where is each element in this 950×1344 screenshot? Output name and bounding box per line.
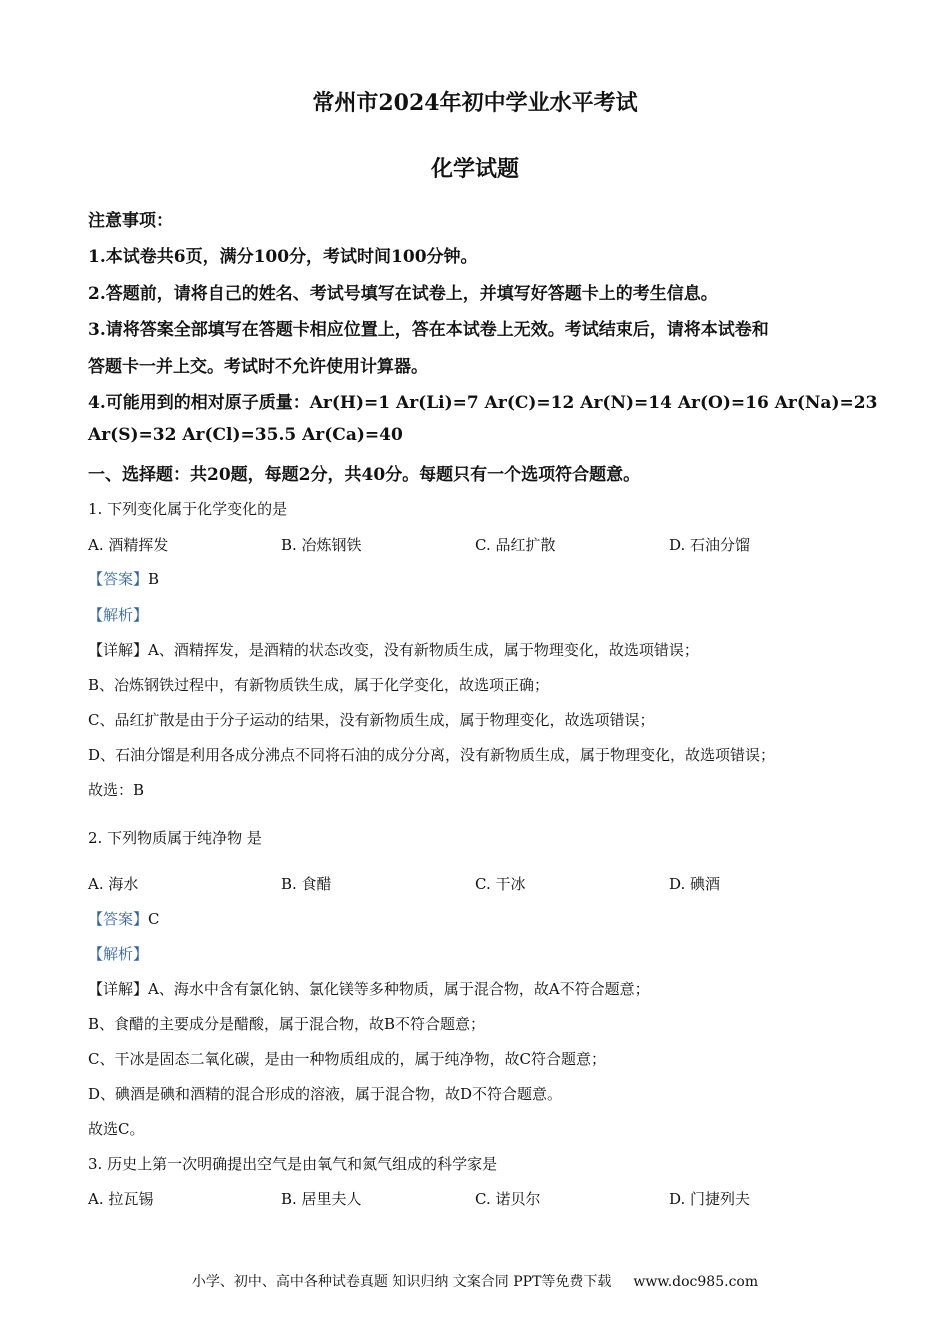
detail-text: A、海水中含有氯化钠、氯化镁等多种物质，属于混合物，故A不符合题意；: [148, 980, 650, 998]
option-c: C. 诺贝尔: [475, 1190, 541, 1208]
detail-line: 故选C。: [88, 1120, 145, 1138]
answer-line: [88, 568, 159, 589]
option-a: A. 拉瓦锡: [88, 1190, 154, 1208]
footer-url[interactable]: www.doc985.com: [633, 1274, 759, 1290]
analysis-tag: 【解析】: [88, 945, 149, 963]
detail-line: D、碘酒是碘和酒精的混合形成的溶液，属于混合物，故D不符合题意。: [88, 1085, 563, 1103]
detail-line: B、冶炼钢铁过程中，有新物质铁生成，属于化学变化，故选项正确；: [88, 676, 550, 694]
option-a: A. 酒精挥发: [88, 536, 169, 554]
question-stem: 2. 下列物质属于纯净物 是: [88, 829, 262, 847]
detail-tag: 【详解】: [88, 641, 149, 659]
notice-item: 答题卡一并上交。考试时不允许使用计算器。: [88, 357, 428, 377]
detail-line: C、品红扩散是由于分子运动的结果，没有新物质生成，属于物理变化，故选项错误；: [88, 711, 655, 729]
notice-item: 3.请将答案全部填写在答题卡相应位置上，答在本试卷上无效。考试结束后，请将本试卷和: [88, 320, 769, 340]
option-d: D. 门捷列夫: [669, 1190, 751, 1208]
page-title: 常州市2024年初中学业水平考试: [312, 90, 638, 116]
option-d: D. 石油分馏: [669, 536, 751, 554]
answer-line: [88, 908, 160, 929]
notice-item: 1.本试卷共6页，满分100分，考试时间100分钟。: [88, 247, 478, 267]
section-heading: 一、选择题：共20题，每题2分，共40分。每题只有一个选项符合题意。: [88, 465, 641, 485]
option-b: B. 居里夫人: [281, 1190, 362, 1208]
detail-line: D、石油分馏是利用各成分沸点不同将石油的成分分离，没有新物质生成，属于物理变化，故选项错误；: [88, 746, 776, 764]
answer-tag: 【答案】: [88, 570, 149, 588]
notice-item: 2.答题前，请将自己的姓名、考试号填写在试卷上，并填写好答题卡上的考生信息。: [88, 284, 718, 304]
option-b: B. 食醋: [281, 875, 332, 893]
detail-tag: 【详解】: [88, 980, 149, 998]
option-c: C. 品红扩散: [475, 536, 556, 554]
detail-line: [88, 978, 650, 999]
answer-tag: 【答案】: [88, 910, 149, 928]
detail-text: A、酒精挥发，是酒精的状态改变，没有新物质生成，属于物理变化，故选项错误；: [148, 641, 699, 659]
page-footer: [0, 1271, 950, 1291]
option-d: D. 碘酒: [669, 875, 721, 893]
analysis-tag: 【解析】: [88, 606, 149, 624]
detail-line: B、食醋的主要成分是醋酸，属于混合物，故B不符合题意；: [88, 1015, 486, 1033]
footer-text: 小学、初中、高中各种试卷真题 知识归纳 文案合同 PPT等免费下载: [191, 1274, 612, 1290]
notice-heading: 注意事项：: [88, 211, 173, 231]
question-stem: 1. 下列变化属于化学变化的是: [88, 500, 288, 518]
answer-value: C: [148, 910, 160, 928]
detail-line: 故选：B: [88, 781, 145, 799]
answer-value: B: [148, 570, 160, 588]
page-subtitle: 化学试题: [430, 156, 519, 182]
option-c: C. 干冰: [475, 875, 526, 893]
detail-line: [88, 639, 699, 660]
detail-line: C、干冰是固态二氧化碳，是由一种物质组成的，属于纯净物，故C符合题意；: [88, 1050, 606, 1068]
question-stem: 3. 历史上第一次明确提出空气是由氧气和氮气组成的科学家是: [88, 1155, 498, 1173]
option-a: A. 海水: [88, 875, 139, 893]
notice-item: Ar(S)=32 Ar(Cl)=35.5 Ar(Ca)=40: [88, 425, 403, 445]
option-b: B. 冶炼钢铁: [281, 536, 362, 554]
notice-item: 4.可能用到的相对原子质量：Ar(H)=1 Ar(Li)=7 Ar(C)=12 Ar(N)=14 Ar(O)=16 Ar(Na)=23: [88, 393, 878, 413]
